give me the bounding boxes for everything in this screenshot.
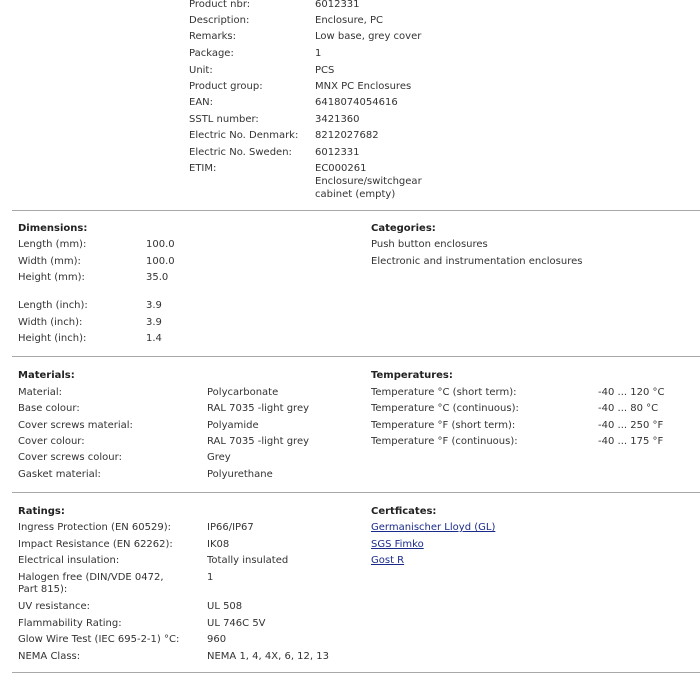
electric-no-sweden-label: Electric No. Sweden: [189,147,292,158]
product-nbr-label: Product nbr: [189,0,251,10]
temp-f-continuous-value: -40 ... 175 °F [598,436,664,447]
halogen-free-label: Halogen free (DIN/VDE 0472, Part 815): [18,572,164,595]
material-value: Polycarbonate [207,387,279,398]
description-value: Enclosure, PC [315,15,384,26]
category-item: Electronic and instrumentation enclosures [371,256,583,267]
nema-class-label: NEMA Class: [18,651,81,662]
length-inch-value: 3.9 [146,300,162,311]
length-mm-label: Length (mm): [18,239,87,250]
gasket-material-label: Gasket material: [18,469,101,480]
halogen-free-value: 1 [207,572,214,583]
unit-value: PCS [315,65,335,76]
cover-colour-value: RAL 7035 -light grey [207,436,310,447]
cover-screws-colour-label: Cover screws colour: [18,452,122,463]
etim-line-2: Enclosure/switchgear [315,176,422,187]
divider [12,210,700,211]
package-value: 1 [315,48,322,59]
height-inch-label: Height (inch): [18,333,87,344]
ingress-protection-value: IP66/IP67 [207,522,254,533]
certificates-title: Certficates: [371,506,437,517]
dimensions-title: Dimensions: [18,223,88,234]
temp-c-continuous-label: Temperature °C (continuous): [371,403,519,414]
sstl-label: SSTL number: [189,114,259,125]
width-mm-value: 100.0 [146,256,175,267]
remarks-label: Remarks: [189,31,237,42]
temp-c-continuous-value: -40 ... 80 °C [598,403,659,414]
electric-no-sweden-value: 6012331 [315,147,360,158]
cover-colour-label: Cover colour: [18,436,85,447]
certificate-link-gl[interactable]: Germanischer Lloyd (GL) [371,522,496,533]
category-item: Push button enclosures [371,239,488,250]
material-label: Material: [18,387,62,398]
package-label: Package: [189,48,234,59]
product-nbr-value: 6012331 [315,0,360,10]
unit-label: Unit: [189,65,213,76]
impact-resistance-value: IK08 [207,539,230,550]
cover-screws-material-label: Cover screws material: [18,420,133,431]
temp-f-short-value: -40 ... 250 °F [598,420,664,431]
flammability-rating-value: UL 746C 5V [207,618,266,629]
height-mm-label: Height (mm): [18,272,85,283]
electrical-insulation-label: Electrical insulation: [18,555,120,566]
certificate-link-sgs-fimko[interactable]: SGS Fimko [371,539,424,550]
temp-f-continuous-label: Temperature °F (continuous): [371,436,518,447]
base-colour-label: Base colour: [18,403,80,414]
ratings-title: Ratings: [18,506,65,517]
divider [12,356,700,357]
ean-value: 6418074054616 [315,97,398,108]
temp-c-short-value: -40 ... 120 °C [598,387,665,398]
temp-c-short-label: Temperature °C (short term): [371,387,517,398]
certificate-link-gost-r[interactable]: Gost R [371,555,405,566]
length-mm-value: 100.0 [146,239,175,250]
temp-f-short-label: Temperature °F (short term): [371,420,516,431]
divider [12,492,700,493]
product-group-label: Product group: [189,81,263,92]
cover-screws-colour-value: Grey [207,452,231,463]
base-colour-value: RAL 7035 -light grey [207,403,310,414]
ean-label: EAN: [189,97,214,108]
glow-wire-test-value: 960 [207,634,227,645]
etim-line-1: EC000261 [315,163,367,174]
etim-label: ETIM: [189,163,217,174]
flammability-rating-label: Flammability Rating: [18,618,122,629]
temperatures-title: Temperatures: [371,370,453,381]
length-inch-label: Length (inch): [18,300,88,311]
materials-title: Materials: [18,370,75,381]
electrical-insulation-value: Totally insulated [207,555,289,566]
height-inch-value: 1.4 [146,333,162,344]
description-label: Description: [189,15,250,26]
width-inch-value: 3.9 [146,317,162,328]
etim-line-3: cabinet (empty) [315,189,396,200]
impact-resistance-label: Impact Resistance (EN 62262): [18,539,173,550]
gasket-material-value: Polyurethane [207,469,273,480]
sstl-value: 3421360 [315,114,360,125]
ingress-protection-label: Ingress Protection (EN 60529): [18,522,172,533]
electric-no-denmark-label: Electric No. Denmark: [189,130,299,141]
electric-no-denmark-value: 8212027682 [315,130,379,141]
categories-title: Categories: [371,223,436,234]
cover-screws-material-value: Polyamide [207,420,259,431]
divider [12,672,700,673]
remarks-value: Low base, grey cover [315,31,422,42]
height-mm-value: 35.0 [146,272,169,283]
glow-wire-test-label: Glow Wire Test (IEC 695-2-1) °C: [18,634,180,645]
uv-resistance-value: UL 508 [207,601,243,612]
width-inch-label: Width (inch): [18,317,83,328]
product-group-value: MNX PC Enclosures [315,81,412,92]
uv-resistance-label: UV resistance: [18,601,90,612]
nema-class-value: NEMA 1, 4, 4X, 6, 12, 13 [207,651,329,662]
width-mm-label: Width (mm): [18,256,81,267]
